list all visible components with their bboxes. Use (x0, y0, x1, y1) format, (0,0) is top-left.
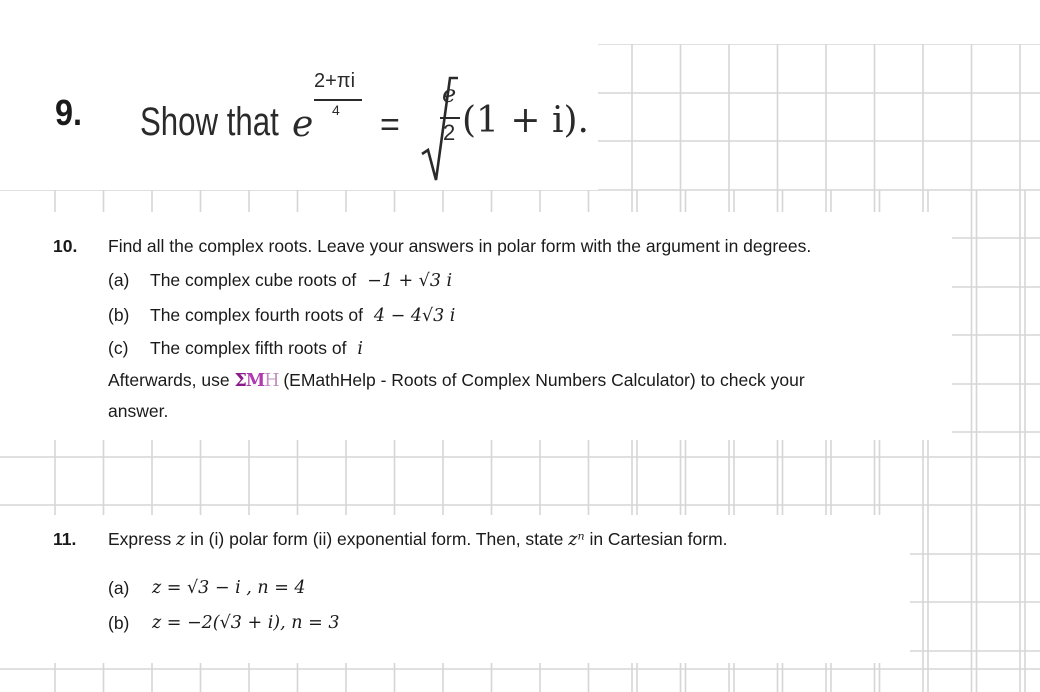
q10-afterwards-prefix: Afterwards, use (108, 370, 230, 390)
q10-part-a-text (150, 270, 452, 291)
q9-factor: (1 + i). (462, 100, 590, 141)
q10-part-b-prompt: The complex fourth roots of (150, 305, 364, 325)
q10-part-c-math: i (357, 339, 363, 359)
q10-part-b-label: (b) (108, 305, 130, 325)
q11-part-a-math: z = √3 − i , n = 4 (152, 578, 306, 598)
q11-variable-z: z (176, 530, 186, 550)
q10-instruction: Find all the complex roots. Leave your answers in polar form with the argument in degrees. (108, 236, 812, 256)
q11-number: 11. (53, 529, 77, 549)
q11-instruction-part-b: in (i) polar form (ii) exponential form. Then, state (190, 529, 564, 549)
q11-instruction-part-c: in Cartesian form. (589, 529, 728, 549)
q9-number: 9. (55, 92, 83, 133)
q10-part-a-prompt: The complex cube roots of (150, 270, 357, 290)
q10-part-c-prompt: The complex fifth roots of (150, 338, 347, 358)
q10-afterwards-line (108, 370, 805, 391)
q10-part-a-math: −1 + √3 i (367, 271, 453, 291)
q9-radical-numerator: e (442, 80, 457, 108)
q9-exponent-denominator: 4 (332, 102, 340, 118)
q9-radical-bar (440, 117, 460, 119)
q9-equals: = (380, 106, 400, 144)
q11-part-b-math: z = −2(√3 + i), n = 3 (152, 613, 340, 633)
q11-instruction-part-a: Express (108, 529, 172, 549)
q9-prompt: Show that (140, 100, 279, 144)
q9-base: e (292, 104, 314, 145)
q10-afterwards-line2: answer. (108, 401, 169, 421)
q11-instruction (108, 529, 728, 550)
q9-radical-denominator: 2 (443, 120, 456, 145)
q10-number: 10. (53, 236, 78, 256)
emathhelp-logo: ΣMH (234, 371, 279, 391)
q9-exponent-numerator: 2+πi (314, 70, 356, 92)
q9-top-margin (0, 0, 1040, 44)
q10-part-a-label: (a) (108, 270, 130, 290)
q9-equation (292, 70, 600, 190)
q10-part-c-text (150, 338, 363, 359)
q11-part-b-label: (b) (108, 613, 130, 633)
q10-part-b-math: 4 − 4√3 i (373, 306, 456, 326)
q10-part-b-text (150, 305, 455, 326)
q11-part-a-label: (a) (108, 578, 130, 598)
q11-variable-zn: zⁿ (568, 530, 585, 550)
q10-afterwards-suffix: (EMathHelp - Roots of Complex Numbers Calculator) to check your (283, 370, 805, 390)
q10-part-c-label: (c) (108, 338, 129, 358)
q9-exponent-bar (314, 99, 362, 101)
